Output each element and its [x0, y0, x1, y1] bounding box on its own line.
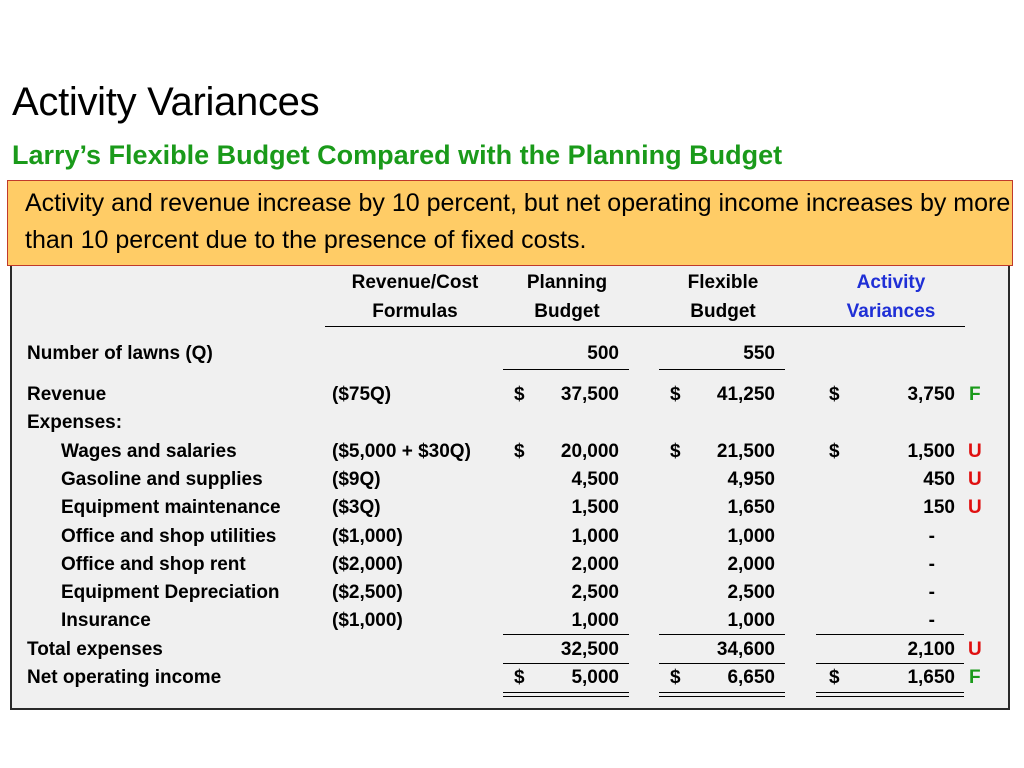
header-planning-line2: Budget — [534, 301, 600, 322]
planning-total-expenses: 32,500 — [560, 639, 619, 660]
row-label-maintenance: Equipment maintenance — [61, 497, 281, 518]
noi-double-underline-planning — [503, 692, 629, 697]
variance-revenue: 3,750 — [907, 384, 955, 405]
expenses-underline-flexible — [659, 634, 785, 635]
variance-depreciation: - — [928, 582, 935, 603]
formula-wages: ($5,000 + $30Q) — [332, 441, 471, 462]
planning-wages: 20,000 — [560, 441, 619, 462]
variance-wages: 1,500 — [907, 441, 955, 462]
flexible-total-expenses: 34,600 — [716, 639, 775, 660]
row-label-rent: Office and shop rent — [61, 554, 246, 575]
flag-revenue: F — [969, 384, 981, 405]
header-planning-line1: Planning — [526, 272, 608, 293]
variance-maintenance: 150 — [923, 497, 955, 518]
flag-total-expenses: U — [968, 639, 982, 660]
lawns-underline-flexible — [659, 369, 785, 370]
flexible-gasoline: 4,950 — [727, 469, 775, 490]
dollar-sign: $ — [829, 384, 840, 405]
row-label-expenses: Expenses: — [27, 412, 123, 433]
formula-maintenance: ($3Q) — [332, 497, 381, 518]
expenses-underline-variance — [816, 634, 964, 635]
row-label-utilities: Office and shop utilities — [61, 526, 277, 547]
flexible-insurance: 1,000 — [727, 610, 775, 631]
slide-title: Activity Variances — [12, 80, 320, 124]
formula-depreciation: ($2,500) — [332, 582, 403, 603]
header-formulas-line2: Formulas — [372, 301, 458, 322]
flag-gasoline: U — [968, 469, 982, 490]
variance-total-expenses: 2,100 — [907, 639, 955, 660]
flexible-lawns: 550 — [743, 343, 775, 364]
row-label-noi: Net operating income — [27, 667, 222, 688]
flag-wages: U — [968, 441, 982, 462]
formula-insurance: ($1,000) — [332, 610, 403, 631]
dollar-sign: $ — [670, 667, 681, 688]
flag-maintenance: U — [968, 497, 982, 518]
dollar-sign: $ — [670, 384, 681, 405]
planning-gasoline: 4,500 — [571, 469, 619, 490]
planning-lawns: 500 — [587, 343, 619, 364]
flag-noi: F — [969, 667, 981, 688]
formula-utilities: ($1,000) — [332, 526, 403, 547]
total-underline-variance — [816, 663, 964, 664]
dollar-sign: $ — [514, 667, 525, 688]
flexible-noi: 6,650 — [727, 667, 775, 688]
row-label-total-expenses: Total expenses — [27, 639, 163, 660]
flexible-rent: 2,000 — [727, 554, 775, 575]
planning-depreciation: 2,500 — [571, 582, 619, 603]
dollar-sign: $ — [829, 667, 840, 688]
header-flexible-line2: Budget — [690, 301, 756, 322]
planning-rent: 2,000 — [571, 554, 619, 575]
variance-gasoline: 450 — [923, 469, 955, 490]
row-label-lawns: Number of lawns (Q) — [27, 343, 213, 364]
lawns-underline-planning — [503, 369, 629, 370]
total-underline-planning — [503, 663, 629, 664]
planning-insurance: 1,000 — [571, 610, 619, 631]
header-formulas-line1: Revenue/Cost — [351, 272, 479, 293]
header-activity-line1: Activity — [856, 272, 926, 293]
flexible-revenue: 41,250 — [716, 384, 775, 405]
variance-noi: 1,650 — [907, 667, 955, 688]
expenses-underline-planning — [503, 634, 629, 635]
flexible-wages: 21,500 — [716, 441, 775, 462]
header-flexible-line1: Flexible — [687, 272, 759, 293]
header-underline — [325, 326, 965, 327]
dollar-sign: $ — [670, 441, 681, 462]
total-underline-flexible — [659, 663, 785, 664]
planning-maintenance: 1,500 — [571, 497, 619, 518]
flexible-utilities: 1,000 — [727, 526, 775, 547]
formula-rent: ($2,000) — [332, 554, 403, 575]
noi-double-underline-flexible — [659, 692, 785, 697]
dollar-sign: $ — [829, 441, 840, 462]
planning-revenue: 37,500 — [560, 384, 619, 405]
noi-double-underline-variance — [816, 692, 964, 697]
header-activity-line2: Variances — [846, 301, 936, 322]
variance-insurance: - — [928, 610, 935, 631]
flexible-depreciation: 2,500 — [727, 582, 775, 603]
row-label-depreciation: Equipment Depreciation — [61, 582, 280, 603]
row-label-revenue: Revenue — [27, 384, 107, 405]
dollar-sign: $ — [514, 384, 525, 405]
flexible-maintenance: 1,650 — [727, 497, 775, 518]
formula-revenue: ($75Q) — [332, 384, 392, 405]
row-label-insurance: Insurance — [61, 610, 151, 631]
row-label-wages: Wages and salaries — [61, 441, 237, 462]
callout-note: Activity and revenue increase by 10 percent, but net operating income increases by more than 10 percent due to the presence of fixed costs. — [7, 180, 1013, 266]
row-label-gasoline: Gasoline and supplies — [61, 469, 263, 490]
planning-noi: 5,000 — [571, 667, 619, 688]
variance-rent: - — [928, 554, 935, 575]
planning-utilities: 1,000 — [571, 526, 619, 547]
formula-gasoline: ($9Q) — [332, 469, 381, 490]
variance-utilities: - — [928, 526, 935, 547]
dollar-sign: $ — [514, 441, 525, 462]
slide-subtitle: Larry’s Flexible Budget Compared with the Planning Budget — [12, 140, 783, 170]
